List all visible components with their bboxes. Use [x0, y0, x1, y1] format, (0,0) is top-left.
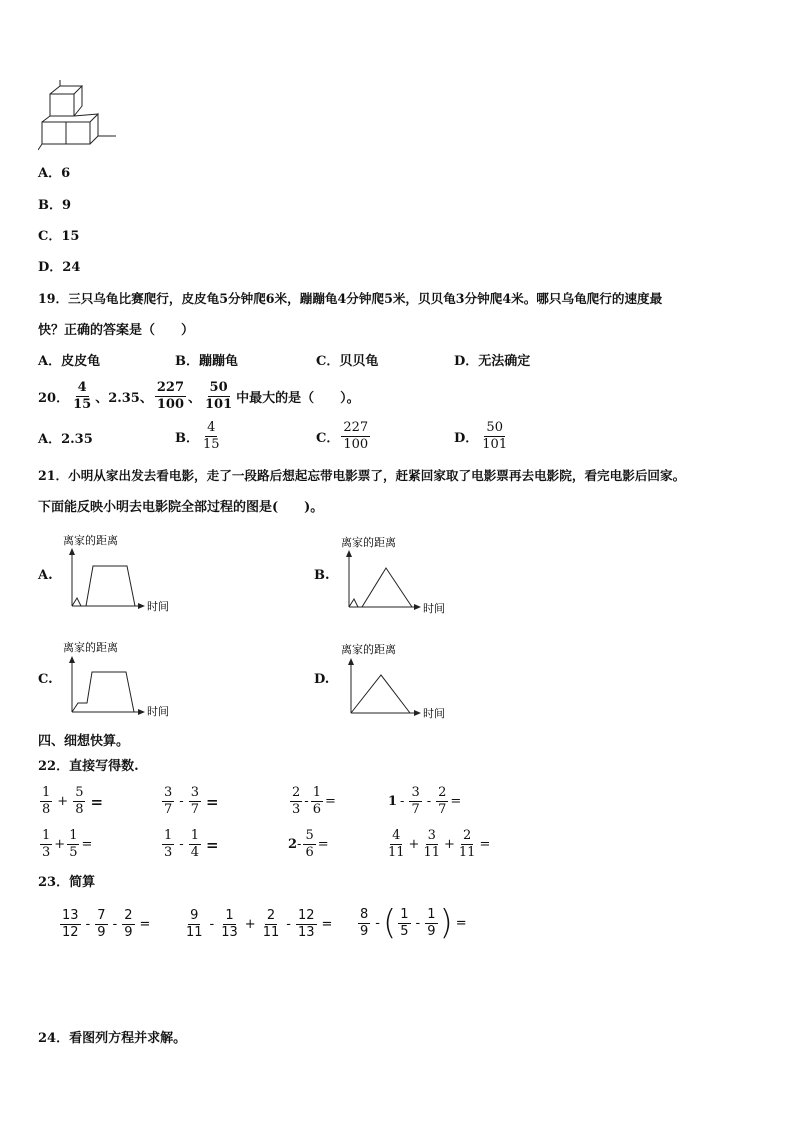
graph-b-xlabel: 时间: [423, 602, 445, 615]
graph-a-xlabel: 时间: [147, 600, 169, 613]
q21-text-line1: 21．小明从家出发去看电影，走了一段路后想起忘带电影票了，赶紧回家取了电影票再去电影院，看完电影后回家。: [38, 468, 686, 483]
graph-d-label: D.: [314, 672, 330, 687]
q23-expr-1: $\frac{13}{12}$ - $\frac{7}{9}$ - $\frac{2}{9}$ =: [62, 908, 151, 940]
q19-text-line1: 19．三只乌龟比赛爬行，皮皮龟5分钟爬6米，蹦蹦龟4分钟爬5米，贝贝龟3分钟爬4米。哪只乌龟爬行的速度最: [38, 291, 663, 306]
q20-option-a: A．2.35: [38, 432, 93, 447]
q19-text-line2: 快？正确的答案是（ ）: [38, 323, 195, 338]
graph-b: [331, 532, 481, 617]
q19-option-a: A．皮皮龟: [38, 354, 101, 369]
q21-text-line2: 下面能反映小明去电影院全部过程的图是( )。: [38, 500, 324, 515]
q19-option-d: D．无法确定: [454, 354, 531, 369]
graph-c-xlabel: 时间: [147, 705, 169, 718]
graph-a-label: A.: [38, 568, 53, 583]
q22-expr-7: 2 - $\frac{5}{6}$ =: [288, 828, 329, 860]
q19-option-c: C．贝贝龟: [316, 354, 379, 369]
q23-expr-2: $\frac{9}{11}$ - $\frac{1}{13}$ + $\frac{2}{11}$ - $\frac{12}{13}$ =: [186, 908, 333, 940]
q22-expr-2: $\frac{3}{7}$ - $\frac{3}{7}$ =: [164, 785, 219, 817]
graph-a-ylabel: 离家的距离: [63, 534, 118, 547]
q18-option-b: B．9: [38, 198, 72, 213]
q20-question: 20． $\frac{4}{15}$ 、2.35、 $\frac{227}{100}$ 、 $\frac{50}{101}$ 中最大的是（ ）。: [38, 380, 360, 412]
q22-expr-1: $\frac{1}{8}$ + $\frac{5}{8}$ =: [42, 785, 104, 817]
q20-fraction-1: $\frac{4}{15}$: [73, 380, 92, 412]
q23-title: 23．简算: [38, 875, 96, 890]
q20-fraction-2: $\frac{227}{100}$: [156, 380, 184, 412]
q24-title: 24．看图列方程并求解。: [38, 1031, 187, 1046]
q19-option-b: B．蹦蹦龟: [175, 354, 238, 369]
q18-option-a: A．6: [38, 166, 71, 181]
q22-expr-8: $\frac{4}{11}$ + $\frac{3}{11}$ + $\frac{2}{11}$ =: [388, 828, 491, 860]
graph-a: [55, 530, 205, 615]
q23-expr-3: $\frac{8}{9}$ - ( $\frac{1}{5}$ - $\frac{1}{9}$ ) =: [360, 903, 467, 943]
graph-d: [331, 637, 481, 722]
graph-c: [55, 637, 205, 722]
cube-figure: [38, 80, 120, 158]
q20-option-b: B． $\frac{4}{15}$: [175, 420, 220, 452]
q22-expr-6: $\frac{1}{3}$ - $\frac{1}{4}$ =: [164, 828, 219, 860]
q20-fraction-3: $\frac{50}{101}$: [205, 380, 233, 412]
q22-title: 22．直接写得数.: [38, 759, 139, 774]
section-4-title: 四、细想快算。: [38, 734, 130, 749]
q20-option-c: C． $\frac{227}{100}$: [316, 420, 369, 452]
graph-d-ylabel: 离家的距离: [341, 643, 396, 656]
q22-expr-4: 1 - $\frac{3}{7}$ - $\frac{2}{7}$ =: [388, 785, 462, 817]
graph-c-label: C.: [38, 672, 53, 687]
q18-option-d: D．24: [38, 260, 81, 275]
q18-option-c: C．15: [38, 229, 80, 244]
q22-expr-5: $\frac{1}{3}$ + $\frac{1}{5}$ =: [42, 828, 93, 860]
graph-b-label: B.: [314, 568, 330, 583]
q20-option-d: D． $\frac{50}{101}$: [454, 420, 508, 452]
q22-expr-3: $\frac{2}{3}$ - $\frac{1}{6}$ =: [292, 785, 336, 817]
graph-d-xlabel: 时间: [423, 707, 445, 720]
graph-b-ylabel: 离家的距离: [341, 536, 396, 549]
graph-c-ylabel: 离家的距离: [63, 641, 118, 654]
